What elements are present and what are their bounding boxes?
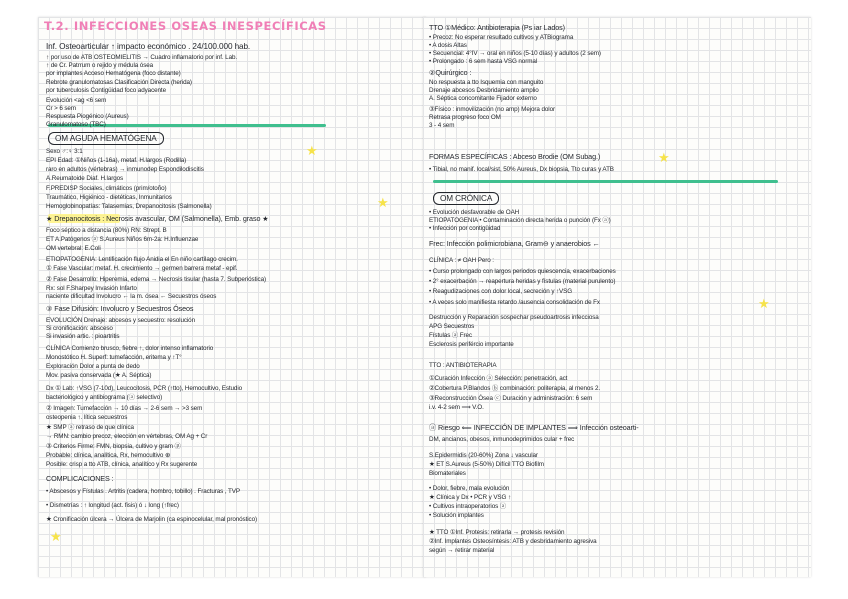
note-line: • A dosis Altas (429, 42, 467, 49)
note-line: ★ ET S.Aureus (5-50%) Difícil TTO Biofilm (429, 461, 544, 468)
page-title: T.2. INFECCIONES OSEAS INESPECÍFICAS (44, 19, 327, 33)
note-line: naciente dificultad Involucro ← la m. ósea ← Secuestros óseos (46, 293, 217, 300)
note-line: raro en adultos (vértebras) → inmunodep Espondilodiscitis (46, 166, 204, 173)
note-line: A.Reumatoide Diaf. H.largos (46, 175, 124, 182)
note-line: i.v. 4-2 sem ⟹ V.O. (429, 404, 484, 411)
note-line: • Precoz: No esperar resultado cultivos y ATBiograma (429, 34, 574, 41)
note-line: • Secuencial: 4°IV → oral en niños (5-10 días) y adultos (2 sem) (429, 50, 601, 57)
note-line: ②Cobertura P.Blandos ⓑ combinación: politerapia, al menos 2. (429, 385, 601, 392)
note-line: • Reagudizaciones con dolor local, secreción y ↑VSG (429, 288, 573, 295)
note-line: Biomateriales (429, 470, 466, 477)
note-line: • Cultivos intraoperatorios ⓐ (429, 503, 506, 510)
note-line: Exploración Dolor a punta de dedo (46, 363, 140, 370)
note-line: ETIOPATOGENIA • Contaminación directa herida o punción (Fx ⓐ) (429, 217, 611, 224)
note-line: Si invasión artic. : pioartritis (46, 333, 120, 340)
note-line: Mov. pasiva conservada (★ A. Séptica) (46, 372, 152, 379)
note-line: Si cronificación: absceso (46, 325, 113, 332)
note-line: • Evolución desfavorable de OAH (429, 209, 520, 216)
note-line: Granulomatoso (TBC) (46, 121, 106, 128)
note-line: Respuesta Piogénico (Aureus) (46, 113, 129, 120)
note-line: ② Imagen: Tumefacción → 10 días → 2-6 sem → >3 sem (46, 405, 203, 412)
note-line: ★ Clínica y Dx • PCR y VSG ↑ (429, 494, 512, 501)
note-line: Cr > 6 sem (46, 105, 76, 112)
note-line: Retrasa progreso foco OM (429, 114, 501, 121)
note-line: ①Curación Infección ⓐ Selección: penetración, act (429, 375, 568, 382)
note-line: ★ Drepanocitosis : Necrosis avascular, OM (Salmonella), Emb. graso ★ (46, 214, 269, 223)
note-line: ★ TTO ①Inf. Protesis: retirarla → protesis revisión (429, 529, 565, 536)
note-line: FORMAS ESPECÍFICAS : Abceso Brodie (OM Subag.) (429, 152, 601, 161)
note-line: → RMN: cambio precoz, elección en vértebras, OM Ag + Cr (46, 433, 208, 440)
star-icon: ★ (658, 151, 670, 166)
section-heading-om-aguda: OM AGUDA HEMATÓGENA (48, 132, 164, 145)
note-line: • Infección por contigüidad (429, 225, 501, 232)
note-line: • 2° exacerbación → reapertura heridas y fístulas (material purulento) (429, 278, 616, 285)
note-line: según → retirar material (429, 547, 495, 554)
note-line: S.Epidermidis (20-60%) Zona ↓ vascular (429, 452, 538, 459)
note-line: por tuberculosis Contigüidad foco adyacente (46, 87, 166, 94)
note-line: ③ Fase Difusión: Involucro y Secuestros Óseos (46, 304, 194, 313)
note-line: ③ Criterios Firme: FMN, biopsia, cultivo y gram ⓟ (46, 443, 181, 450)
note-line: bacteriológico y antibiograma (ⓐ selectivo) (46, 394, 163, 401)
note-line: Dx ① Lab: ↑VSG (7-10d), Leucocitosis, PCR (↑tto), Hemocultivo, Estudio (46, 385, 243, 392)
note-line: Probable: clínica, analítica, Rx, hemocultivo ⊕ (46, 452, 171, 459)
note-line: • Abscesos y Fístulas . Artritis (cadera, hombro, tobillo) . Fracturas , TVP (46, 488, 240, 495)
star-icon: ★ (377, 196, 389, 211)
note-line: ②Inf. Implantes Osteosíntesis: ATB y desbridamiento agresiva (429, 538, 597, 545)
note-line: Evolución <ag <6 sem (46, 97, 107, 104)
note-line: EPI Edad: ①Niños (1-16a), metaf. H.largos (Rodilla) (46, 157, 187, 164)
note-line: ③Físico : inmovilización (no amp) Mejora dolor (429, 106, 555, 113)
note-line: Rx: sol F.Sharpey Invasión Infarto (46, 285, 137, 292)
note-line: Fístulas ⓐ Frec (429, 332, 472, 339)
star-icon: ★ (50, 530, 62, 545)
green-divider (433, 180, 778, 183)
note-line: Drenaje abcesos Desbridamiento amplio (429, 87, 539, 94)
note-line: • Tibial, no manif. local/sist, 50% Aureus, Dx biopsia, Tto curas y ATB (429, 166, 614, 173)
note-line: • Solución implantes (429, 512, 484, 519)
note-line: CLÍNICA : ≠ OAH Pero : (429, 257, 494, 264)
note-line: Sexo ♂:♀ 3:1 (46, 148, 83, 155)
note-line: TTO ①Médico: Antibioterapia (Ps iar Lados) (429, 23, 565, 32)
note-line: CLÍNICA Comienzo brusco, fiebre ↑, dolor intenso inflamatorio (46, 345, 214, 352)
note-line: OM vertebral: E.Coli (46, 245, 101, 252)
note-line: Posible: crisp a tto ATB, clínica, analítico y Rx sugerente (46, 461, 198, 468)
note-line: • Dismetrías : ↑ longitud (act. fisis) ó ↓ long (↑frec) (46, 502, 179, 509)
note-line: ★ Cronificación úlcera → Úlcera de Marjolin (ca espinocelular, mal pronóstico) (46, 516, 257, 523)
note-line: Esclerosis perifércio importante (429, 341, 514, 348)
note-line: Monostótico H. Superf: tumefacción, eritema y ↑T° (46, 354, 182, 361)
note-line: • A veces solo manifiesta retardo /ausencia consolidación de Fx (429, 299, 600, 306)
note-line: ↑ por uso de ATB OSTEOMIELITIS → Cuadro inflamatorio por inf. Lab. (46, 54, 238, 61)
note-line: EVOLUCIÓN Drenaje: abcesos y secuestro: resolución (46, 317, 195, 324)
note-line: ET A.Patógenos ⓐ S.Aureus Niños 6m-2a: H.Influenzae (46, 236, 199, 243)
note-line: osteopenia ↑. lítica secuestros (46, 414, 128, 421)
note-line: A. Séptica concomitante Fijador externo (429, 95, 537, 102)
star-icon: ★ (758, 297, 770, 312)
note-line: Inf. Osteoarticular ↑ impacto económico . 24/100.000 hab. (46, 42, 251, 51)
note-line: F.PREDISP Sociales, climáticos (prim/otoño) (46, 185, 167, 192)
note-line: Traumático, Higiénico - dietéticas, Inmunitarios (46, 194, 172, 201)
note-line: • Curso prolongado con largos periodos quiescencia, exacerbaciones (429, 268, 616, 275)
note-line: • Prolongado : 6 sem hasta VSG normal (429, 58, 538, 65)
note-line: ③Reconstrucción Ósea ⓒ Duración y administración: 6 sem (429, 395, 593, 402)
note-line: 3 - 4 sem (429, 122, 455, 129)
note-line: • Dolor, fiebre, mala evolución (429, 485, 510, 492)
note-line: Destrucción y Reparación sospechar pseudoartrosis infecciosa (429, 314, 599, 321)
section-heading-complicaciones: COMPLICACIONES : (46, 474, 114, 483)
note-line: APG Secuestros (429, 323, 475, 330)
note-line: TTO : ANTIBIOTERAPIA (429, 362, 497, 369)
note-line: ②Quirúrgico : (429, 68, 472, 77)
star-icon: ★ (306, 144, 318, 159)
note-line: ↑ de Cr. Patrrum o rejido y médula ósea (46, 62, 154, 69)
note-line: Foco séptico a distancia (80%) RN: Strept. B (46, 227, 167, 234)
right-notebook-page (423, 17, 811, 577)
note-line: Rebrote granulomatosas Clasificación Directa (herida) (46, 79, 192, 86)
note-line: por implantes Acceso Hematógena (foco distante) (46, 70, 181, 77)
note-line: No respuesta a tto Isquemia con manguito (429, 79, 544, 86)
note-line: ① Fase Vascular: metaf. H. crecimiento → germen barrera metaf - epif. (46, 265, 238, 272)
note-line: Frec: Infección polimicrobiana, Gram⊖ y anaerobios ← (429, 239, 600, 248)
note-line: ★ SMP ⓐ retraso de que clínica (46, 424, 134, 431)
note-line: ETIOPATOGENIA: Lentificación flujo Anidia el En niño cartílago crecim. (46, 256, 238, 263)
note-line: DM, ancianos, obesos, inmunodeprimidos cular + frec (429, 436, 575, 443)
section-heading-infeccion-implantes: ⓐ Riesgo ⟸ INFECCIÓN DE IMPLANTES ⟹ Infección osteoarti- (429, 423, 639, 432)
note-line: ② Fase Desarrollo: Hiperemia, edema → Necrosis tisular (hasta 7. Subperióstica) (46, 276, 266, 283)
left-notebook-page (38, 17, 426, 577)
section-heading-om-cronica: OM CRÓNICA (433, 192, 499, 205)
note-line: Hemoglobinopatías: Talasemias, Drepanocitosis (Salmonella) (46, 203, 212, 210)
